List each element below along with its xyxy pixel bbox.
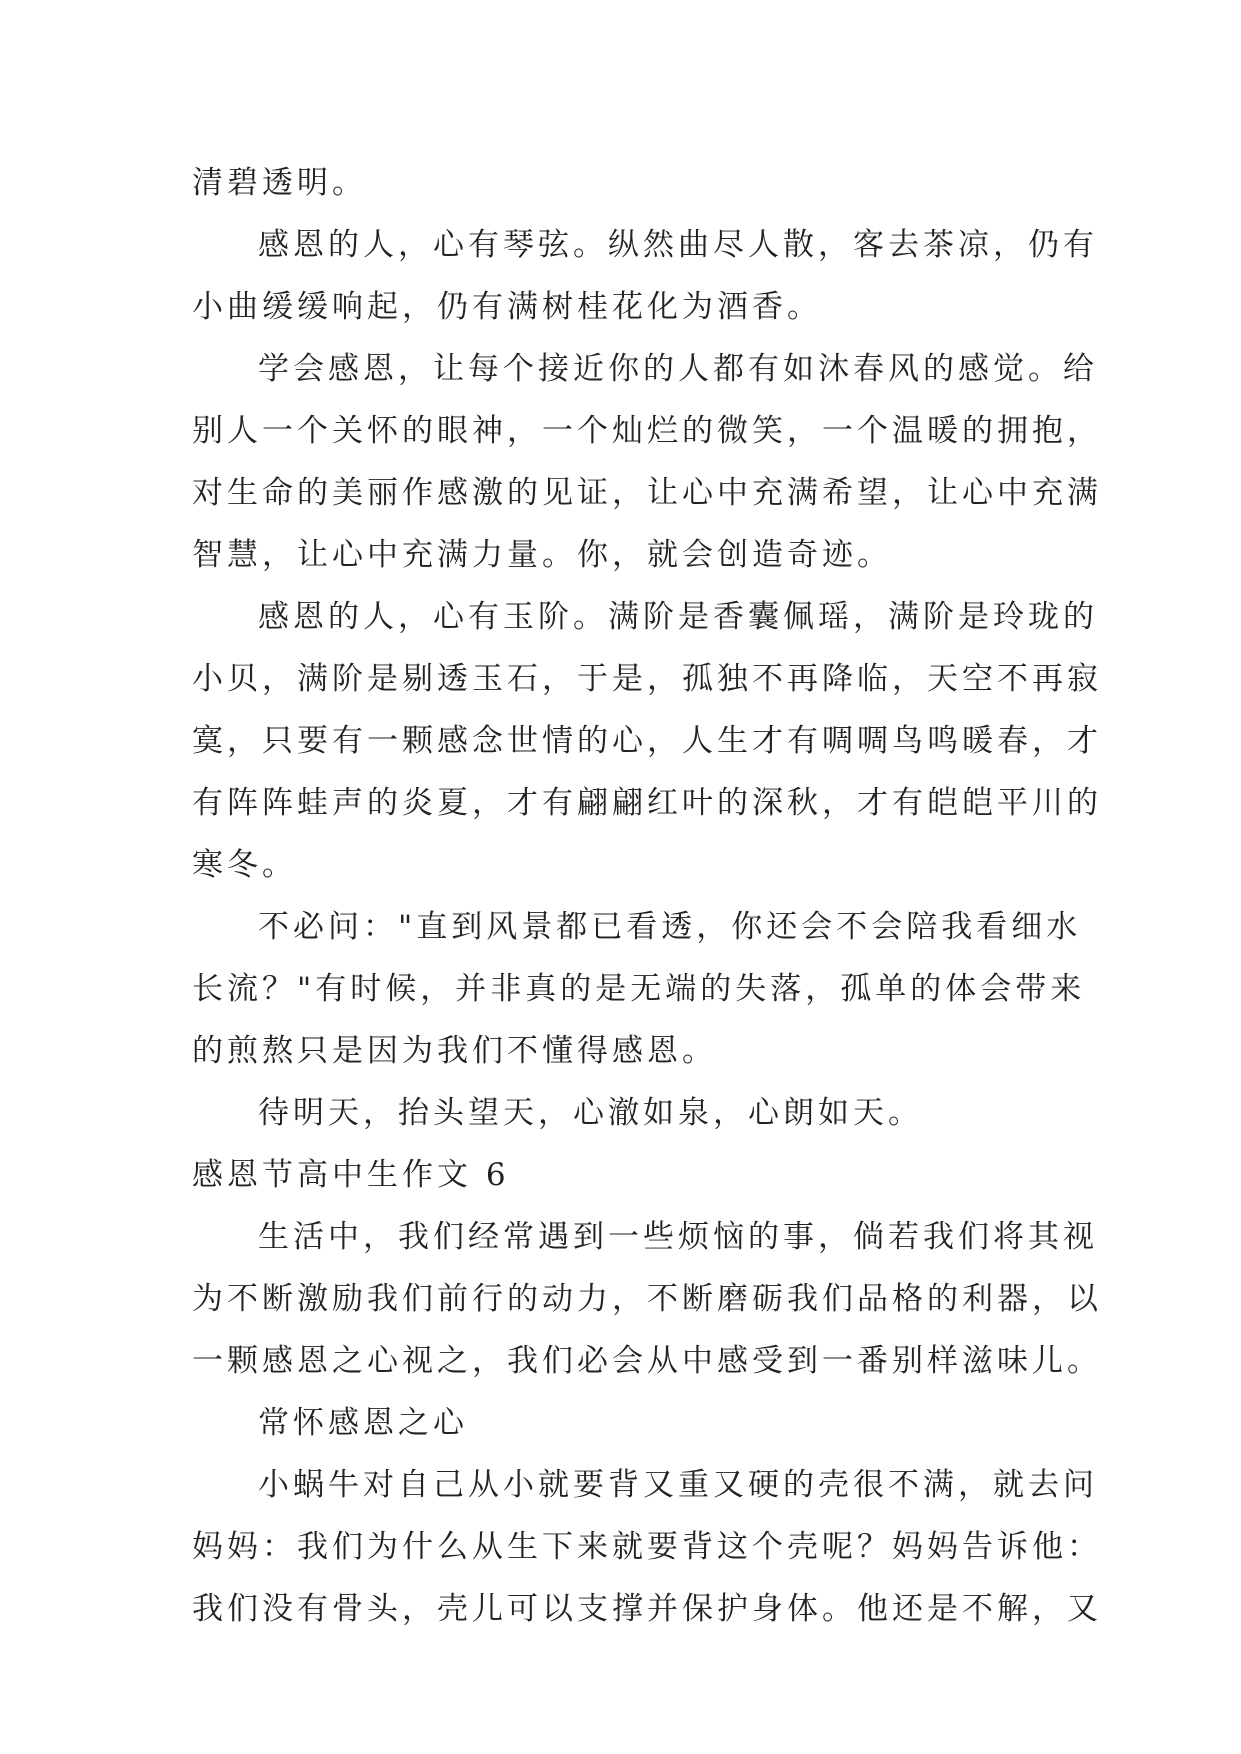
paragraph-start-line: 感恩的人，心有玉阶。满阶是香囊佩瑶，满阶是玲珑的 [258,599,1098,635]
paragraph-start-line: 不必问："直到风景都已看透，你还会不会陪我看细水 [258,909,1082,945]
text-line: 妈妈：我们为什么从生下来就要背这个壳呢？妈妈告诉他： [192,1529,1102,1565]
paragraph-start-line: 小蜗牛对自己从小就要背又重又硬的壳很不满，就去问 [258,1467,1098,1503]
text-line: 小贝，满阶是剔透玉石，于是，孤独不再降临，天空不再寂 [192,661,1102,697]
subheading-line: 常怀感恩之心 [258,1405,468,1441]
text-line: 有阵阵蛙声的炎夏，才有翩翩红叶的深秋，才有皑皑平川的 [192,785,1102,821]
paragraph-start-line: 学会感恩，让每个接近你的人都有如沐春风的感觉。给 [258,351,1098,387]
text-line: 寒冬。 [192,847,297,883]
paragraph-start-line: 生活中，我们经常遇到一些烦恼的事，倘若我们将其视 [258,1219,1098,1255]
text-line: 别人一个关怀的眼神，一个灿烂的微笑，一个温暖的拥抱， [192,413,1102,449]
text-line: 寞，只要有一颗感念世情的心，人生才有啁啁鸟鸣暖春，才 [192,723,1102,759]
document-page [192,152,1102,1640]
text-line: 的煎熬只是因为我们不懂得感恩。 [192,1033,717,1069]
text-line: 小曲缓缓响起，仍有满树桂花化为酒香。 [192,289,822,325]
text-line: 为不断激励我们前行的动力，不断磨砺我们品格的利器，以 [192,1281,1102,1317]
text-line: 智慧，让心中充满力量。你，就会创造奇迹。 [192,537,892,573]
paragraph-start-line: 感恩的人，心有琴弦。纵然曲尽人散，客去茶凉，仍有 [258,227,1098,263]
text-line: 长流？"有时候，并非真的是无端的失落，孤单的体会带来 [192,971,1086,1007]
text-line: 一颗感恩之心视之，我们必会从中感受到一番别样滋味儿。 [192,1343,1102,1379]
section-heading: 感恩节高中生作文 6 [192,1157,510,1193]
paragraph-start-line: 待明天，抬头望天，心澈如泉，心朗如天。 [258,1095,923,1131]
text-line: 对生命的美丽作感激的见证，让心中充满希望，让心中充满 [192,475,1102,511]
text-line: 清碧透明。 [192,165,367,201]
text-line: 我们没有骨头，壳儿可以支撑并保护身体。他还是不解，又 [192,1591,1102,1627]
